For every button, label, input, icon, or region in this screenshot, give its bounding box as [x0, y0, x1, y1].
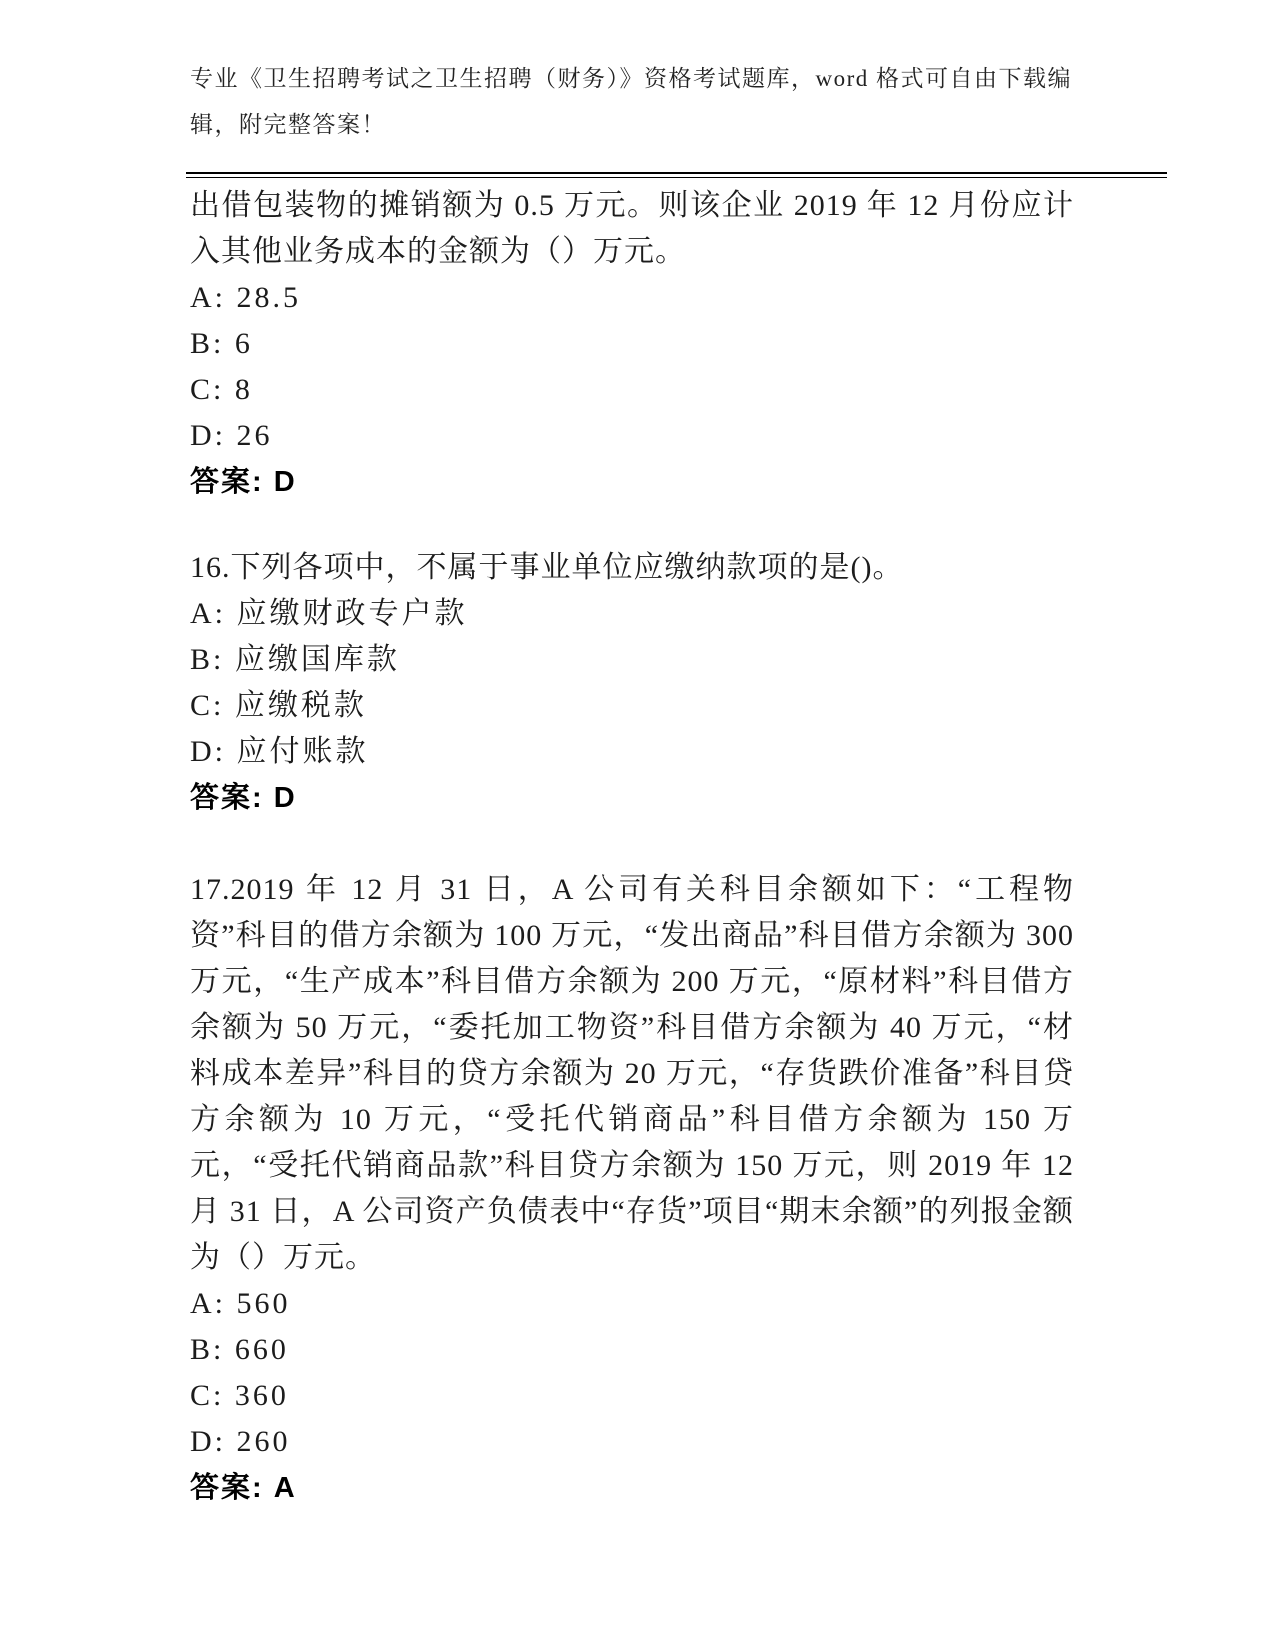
option-line-b: B: 660	[190, 1333, 289, 1366]
answer-line: 答案: A	[190, 1472, 297, 1504]
option-line-a: A: 560	[190, 1287, 291, 1320]
option-line-d: D: 26	[190, 419, 273, 452]
option-line-b: B: 应缴国库款	[190, 643, 400, 676]
option-line-c: C: 应缴税款	[190, 689, 367, 722]
option-line-c: C: 8	[190, 373, 253, 406]
question-text: 出借包装物的摊销额为 0.5 万元。则该企业 2019 年 12 月份应计入其他业务成本的金额为（）万元。	[190, 189, 1074, 268]
option-line-d: D: 应付账款	[190, 735, 369, 768]
option-line-c: C: 360	[190, 1379, 289, 1412]
option-line-b: B: 6	[190, 327, 253, 360]
question-block-continued	[190, 183, 1074, 505]
question-text: 17.2019 年 12 月 31 日，A 公司有关科目余额如下：“工程物资”科目的借方余额为 100 万元，“发出商品”科目借方余额为 300 万元，“生产成本”科目借方余额为 200 万元，“原材料”科目借方余额为 50 万元，“委托加工物资”科目借方余额为 40 万元，“材料成本差异”科目的贷方余额为 20 万元，“存货跌价准备”科目贷方余额为 10 万元，“受托代销商品”科目借方余额为 150 万元，“受托代销商品款”科目贷方余额为 150 万元，则 2019 年 12 月 31 日，A 公司资产负债表中“存货”项目“期末余额”的列报金额为（）万元。	[190, 873, 1074, 1274]
question-text: 16.下列各项中，不属于事业单位应缴纳款项的是()。	[190, 551, 904, 584]
option-line-d: D: 260	[190, 1425, 291, 1458]
question-block-17	[190, 867, 1074, 1511]
option-line-a: A: 28.5	[190, 281, 301, 314]
page-header-text: 专业《卫生招聘考试之卫生招聘（财务）》资格考试题库，word 格式可自由下载编辑，附完整答案！	[190, 66, 1073, 137]
answer-line: 答案: D	[190, 466, 297, 498]
document-content	[190, 183, 1074, 1511]
header-double-rule	[186, 172, 1167, 178]
question-block-16	[190, 545, 1074, 821]
answer-line: 答案: D	[190, 782, 297, 814]
option-line-a: A: 应缴财政专户款	[190, 597, 468, 630]
